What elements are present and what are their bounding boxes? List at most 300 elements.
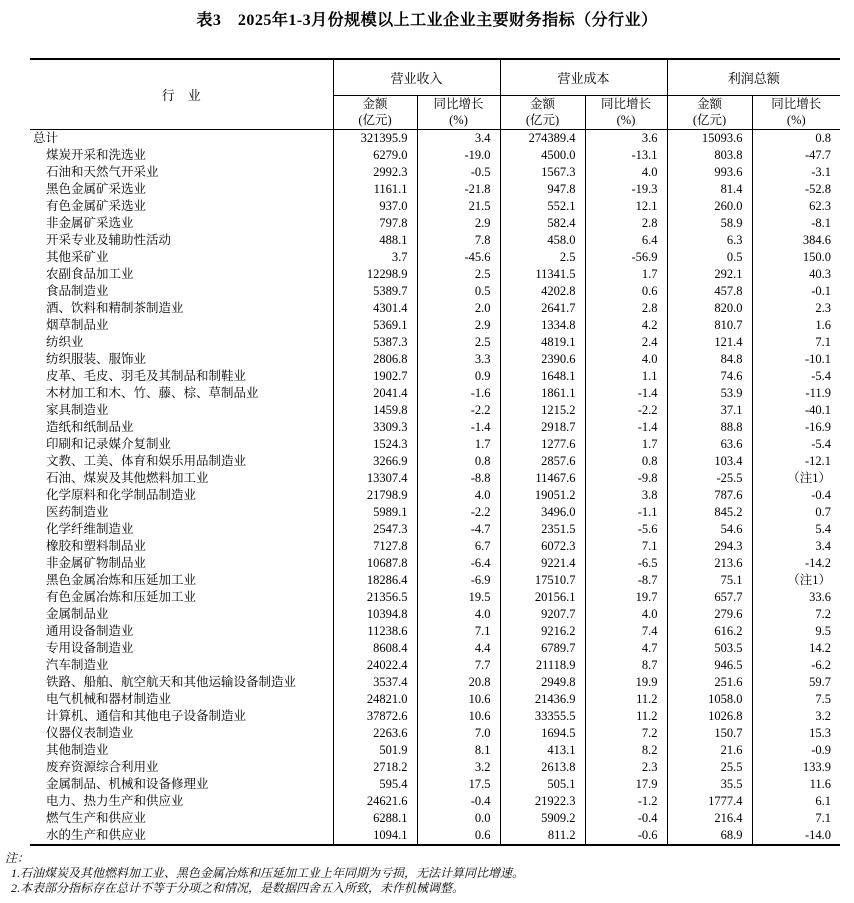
value-cell: -47.7 (752, 147, 840, 164)
value-cell: -0.9 (752, 742, 840, 759)
value-cell: -6.2 (752, 657, 840, 674)
col-header-profit-growth (752, 95, 840, 129)
value-cell: 35.5 (667, 776, 752, 793)
value-cell: -8.7 (585, 572, 667, 589)
table-row (30, 129, 840, 147)
value-cell: 10687.8 (333, 555, 417, 572)
note-item-1: 1.石油煤炭及其他燃料加工业、黑色金属冶炼和压延加工业上年同期为亏损，无法计算同比增速。 (11, 865, 525, 880)
subheader-unit: (亿元) (692, 113, 727, 127)
subheader-label: 金额 (362, 97, 388, 111)
value-cell: 7.4 (585, 623, 667, 640)
value-cell: 10.6 (417, 691, 500, 708)
industry-cell: 黑色金属矿采选业 (46, 181, 147, 196)
value-cell: 5989.1 (333, 504, 417, 521)
industry-cell: 造纸和纸制品业 (46, 419, 134, 434)
value-cell: 2.5 (500, 249, 585, 266)
value-cell: -52.8 (752, 181, 840, 198)
table-row (30, 776, 840, 793)
value-cell: 457.8 (667, 283, 752, 300)
value-cell: 37.1 (667, 402, 752, 419)
value-cell: 37872.6 (333, 708, 417, 725)
value-cell: 7.1 (585, 538, 667, 555)
value-cell: -45.6 (417, 249, 500, 266)
industry-cell: 医药制造业 (46, 504, 109, 519)
subheader-label: 同比增长 (601, 97, 652, 111)
value-cell: 6279.0 (333, 147, 417, 164)
value-cell: 552.1 (500, 198, 585, 215)
value-cell: 2806.8 (333, 351, 417, 368)
value-cell: 0.5 (667, 249, 752, 266)
value-cell: 24022.4 (333, 657, 417, 674)
value-cell: 3266.9 (333, 453, 417, 470)
value-cell: 1.7 (417, 436, 500, 453)
industry-cell: 开采专业及辅助性活动 (46, 232, 172, 247)
value-cell: 150.0 (752, 249, 840, 266)
value-cell: 4.0 (585, 351, 667, 368)
value-cell: 8.1 (417, 742, 500, 759)
value-cell: 413.1 (500, 742, 585, 759)
value-cell: 845.2 (667, 504, 752, 521)
value-cell: 33355.5 (500, 708, 585, 725)
table-header (30, 59, 840, 129)
value-cell: 17510.7 (500, 572, 585, 589)
value-cell: 133.9 (752, 759, 840, 776)
value-cell: 4.0 (585, 164, 667, 181)
col-header-revenue-growth (417, 95, 500, 129)
value-cell: -1.2 (585, 793, 667, 810)
value-cell: 1648.1 (500, 368, 585, 385)
value-cell: 595.4 (333, 776, 417, 793)
value-cell: 0.8 (752, 129, 840, 147)
industry-cell: 金属制品业 (46, 606, 109, 621)
value-cell: 9221.4 (500, 555, 585, 572)
industry-cell: 水的生产和供应业 (46, 827, 147, 842)
col-header-industry: 行 业 (30, 59, 333, 129)
value-cell: 4.0 (417, 487, 500, 504)
value-cell: 4.7 (585, 640, 667, 657)
value-cell: -56.9 (585, 249, 667, 266)
value-cell: 7.1 (752, 810, 840, 827)
value-cell: 2.8 (585, 300, 667, 317)
table-row (30, 504, 840, 521)
value-cell: 321395.9 (333, 129, 417, 147)
value-cell: 0.5 (417, 283, 500, 300)
value-cell: 2.3 (585, 759, 667, 776)
value-cell: 811.2 (500, 827, 585, 845)
industry-cell: 纺织业 (46, 334, 84, 349)
table-row (30, 215, 840, 232)
industry-cell: 橡胶和塑料制品业 (46, 538, 147, 553)
value-cell: -11.9 (752, 385, 840, 402)
value-cell: 2351.5 (500, 521, 585, 538)
value-cell: 279.6 (667, 606, 752, 623)
value-cell: 2.9 (417, 317, 500, 334)
value-cell: 81.4 (667, 181, 752, 198)
table-row (30, 181, 840, 198)
value-cell: 2.4 (585, 334, 667, 351)
value-cell: 2.3 (752, 300, 840, 317)
value-cell: 5.4 (752, 521, 840, 538)
value-cell: 810.7 (667, 317, 752, 334)
value-cell: 12298.9 (333, 266, 417, 283)
industry-cell: 专用设备制造业 (46, 640, 134, 655)
value-cell: 2263.6 (333, 725, 417, 742)
value-cell: 58.9 (667, 215, 752, 232)
industry-cell: 有色金属矿采选业 (46, 198, 147, 213)
value-cell: 1524.3 (333, 436, 417, 453)
value-cell: 4202.8 (500, 283, 585, 300)
value-cell: 21436.9 (500, 691, 585, 708)
col-header-cost-growth (585, 95, 667, 129)
value-cell: 103.4 (667, 453, 752, 470)
industry-cell: 其他采矿业 (46, 249, 109, 264)
value-cell: 3.6 (585, 129, 667, 147)
col-header-revenue-amount (333, 95, 417, 129)
value-cell: 9207.7 (500, 606, 585, 623)
value-cell: 6288.1 (333, 810, 417, 827)
table-row (30, 810, 840, 827)
value-cell: 150.7 (667, 725, 752, 742)
industry-cell: 电气机械和器材制造业 (46, 691, 172, 706)
industry-cell: 金属制品、机械和设备修理业 (46, 776, 209, 791)
value-cell: 63.6 (667, 436, 752, 453)
value-cell: 19.7 (585, 589, 667, 606)
value-cell: -19.0 (417, 147, 500, 164)
value-cell: （注1） (752, 470, 840, 487)
value-cell: 3309.3 (333, 419, 417, 436)
notes-section (5, 851, 854, 896)
industry-cell: 总计 (33, 130, 59, 145)
value-cell: 8608.4 (333, 640, 417, 657)
table-row (30, 759, 840, 776)
industry-cell: 酒、饮料和精制茶制造业 (46, 300, 184, 315)
value-cell: 20156.1 (500, 589, 585, 606)
industry-cell: 木材加工和木、竹、藤、棕、草制品业 (46, 385, 259, 400)
value-cell: -0.1 (752, 283, 840, 300)
table-row (30, 232, 840, 249)
value-cell: 5389.7 (333, 283, 417, 300)
value-cell: 40.3 (752, 266, 840, 283)
value-cell: 0.7 (752, 504, 840, 521)
value-cell: 8.7 (585, 657, 667, 674)
value-cell: 3.7 (333, 249, 417, 266)
value-cell: 274389.4 (500, 129, 585, 147)
industry-cell: 仪器仪表制造业 (46, 725, 134, 740)
value-cell: -0.4 (585, 810, 667, 827)
col-group-operating-cost: 营业成本 (500, 59, 667, 95)
value-cell: 24621.6 (333, 793, 417, 810)
value-cell: -0.5 (417, 164, 500, 181)
table-row (30, 657, 840, 674)
table-row (30, 470, 840, 487)
header-group-row (30, 59, 840, 95)
table-row (30, 555, 840, 572)
value-cell: 10394.8 (333, 606, 417, 623)
value-cell: 7.1 (417, 623, 500, 640)
financial-indicators-table (30, 58, 840, 846)
value-cell: 2.5 (417, 334, 500, 351)
table-row (30, 385, 840, 402)
value-cell: 21922.3 (500, 793, 585, 810)
value-cell: 216.4 (667, 810, 752, 827)
value-cell: 2992.3 (333, 164, 417, 181)
value-cell: 25.5 (667, 759, 752, 776)
table-row (30, 742, 840, 759)
value-cell: 1334.8 (500, 317, 585, 334)
value-cell: -5.4 (752, 436, 840, 453)
value-cell: 4301.4 (333, 300, 417, 317)
value-cell: 1058.0 (667, 691, 752, 708)
value-cell: 11.2 (585, 708, 667, 725)
value-cell: 13307.4 (333, 470, 417, 487)
value-cell: 8.2 (585, 742, 667, 759)
industry-cell: 化学原料和化学制品制造业 (46, 487, 197, 502)
value-cell: 54.6 (667, 521, 752, 538)
value-cell: 657.7 (667, 589, 752, 606)
table-row (30, 572, 840, 589)
value-cell: 1026.8 (667, 708, 752, 725)
value-cell: 20.8 (417, 674, 500, 691)
value-cell: 2.8 (585, 215, 667, 232)
value-cell: -12.1 (752, 453, 840, 470)
value-cell: 3.2 (417, 759, 500, 776)
value-cell: 0.8 (417, 453, 500, 470)
value-cell: 787.6 (667, 487, 752, 504)
value-cell: -9.8 (585, 470, 667, 487)
subheader-unit: (%) (616, 113, 636, 127)
table-row (30, 827, 840, 845)
value-cell: 946.5 (667, 657, 752, 674)
value-cell: 17.5 (417, 776, 500, 793)
col-header-profit-amount (667, 95, 752, 129)
value-cell: 6.4 (585, 232, 667, 249)
value-cell: 251.6 (667, 674, 752, 691)
industry-cell: 铁路、船舶、航空航天和其他运输设备制造业 (46, 674, 297, 689)
value-cell: 3.4 (752, 538, 840, 555)
value-cell: 1777.4 (667, 793, 752, 810)
value-cell: -1.4 (585, 385, 667, 402)
value-cell: 993.6 (667, 164, 752, 181)
value-cell: 1277.6 (500, 436, 585, 453)
value-cell: 3.4 (417, 129, 500, 147)
value-cell: -0.4 (417, 793, 500, 810)
value-cell: -1.4 (417, 419, 500, 436)
value-cell: 4819.1 (500, 334, 585, 351)
industry-cell: 非金属矿采选业 (46, 215, 134, 230)
value-cell: 3.8 (585, 487, 667, 504)
value-cell: 1459.8 (333, 402, 417, 419)
value-cell: 88.8 (667, 419, 752, 436)
value-cell: -2.2 (585, 402, 667, 419)
value-cell: 6789.7 (500, 640, 585, 657)
value-cell: 2.5 (417, 266, 500, 283)
value-cell: -1.6 (417, 385, 500, 402)
value-cell: 2641.7 (500, 300, 585, 317)
value-cell: 68.9 (667, 827, 752, 845)
value-cell: 6.7 (417, 538, 500, 555)
value-cell: 7127.8 (333, 538, 417, 555)
table-row (30, 402, 840, 419)
table-row (30, 606, 840, 623)
value-cell: -2.2 (417, 402, 500, 419)
value-cell: 7.2 (752, 606, 840, 623)
subheader-label: 同比增长 (771, 97, 822, 111)
value-cell: 2718.2 (333, 759, 417, 776)
value-cell: 19.9 (585, 674, 667, 691)
table-row (30, 623, 840, 640)
value-cell: 0.9 (417, 368, 500, 385)
table-row (30, 487, 840, 504)
value-cell: 5909.2 (500, 810, 585, 827)
value-cell: 1.7 (585, 266, 667, 283)
value-cell: 937.0 (333, 198, 417, 215)
industry-cell: 非金属矿物制品业 (46, 555, 147, 570)
value-cell: 260.0 (667, 198, 752, 215)
value-cell: 3496.0 (500, 504, 585, 521)
value-cell: 2949.8 (500, 674, 585, 691)
table-row (30, 164, 840, 181)
value-cell: 59.7 (752, 674, 840, 691)
value-cell: 0.0 (417, 810, 500, 827)
value-cell: 1.1 (585, 368, 667, 385)
subheader-label: 金额 (530, 97, 556, 111)
industry-cell: 电力、热力生产和供应业 (46, 793, 184, 808)
value-cell: 84.8 (667, 351, 752, 368)
table-row (30, 589, 840, 606)
table-row (30, 368, 840, 385)
value-cell: 2041.4 (333, 385, 417, 402)
industry-cell: 纺织服装、服饰业 (46, 351, 147, 366)
value-cell: 33.6 (752, 589, 840, 606)
value-cell: 458.0 (500, 232, 585, 249)
value-cell: 19.5 (417, 589, 500, 606)
value-cell: 4.2 (585, 317, 667, 334)
value-cell: 17.9 (585, 776, 667, 793)
value-cell: 2547.3 (333, 521, 417, 538)
value-cell: 6072.3 (500, 538, 585, 555)
value-cell: 7.8 (417, 232, 500, 249)
value-cell: 1094.1 (333, 827, 417, 845)
value-cell: 6.1 (752, 793, 840, 810)
value-cell: -2.2 (417, 504, 500, 521)
value-cell: 5387.3 (333, 334, 417, 351)
industry-cell: 石油和天然气开采业 (46, 164, 159, 179)
industry-cell: 印刷和记录媒介复制业 (46, 436, 172, 451)
value-cell: 18286.4 (333, 572, 417, 589)
value-cell: 3537.4 (333, 674, 417, 691)
value-cell: -6.5 (585, 555, 667, 572)
value-cell: 384.6 (752, 232, 840, 249)
table-row (30, 283, 840, 300)
value-cell: 213.6 (667, 555, 752, 572)
value-cell: 11341.5 (500, 266, 585, 283)
subheader-label: 金额 (697, 97, 723, 111)
subheader-label: 同比增长 (433, 97, 484, 111)
subheader-unit: (%) (786, 113, 806, 127)
value-cell: -5.6 (585, 521, 667, 538)
industry-cell: 黑色金属冶炼和压延加工业 (46, 572, 197, 587)
table-row (30, 436, 840, 453)
value-cell: 11238.6 (333, 623, 417, 640)
table-row (30, 419, 840, 436)
value-cell: 1694.5 (500, 725, 585, 742)
industry-cell: 农副食品加工业 (46, 266, 134, 281)
value-cell: -8.1 (752, 215, 840, 232)
table-row (30, 147, 840, 164)
value-cell: 7.7 (417, 657, 500, 674)
value-cell: 947.8 (500, 181, 585, 198)
value-cell: 0.6 (585, 283, 667, 300)
value-cell: 11467.6 (500, 470, 585, 487)
value-cell: 797.8 (333, 215, 417, 232)
value-cell: -8.8 (417, 470, 500, 487)
table-row (30, 317, 840, 334)
value-cell: 4500.0 (500, 147, 585, 164)
table-row (30, 300, 840, 317)
value-cell: 75.1 (667, 572, 752, 589)
value-cell: 4.4 (417, 640, 500, 657)
table-row (30, 725, 840, 742)
value-cell: 15.3 (752, 725, 840, 742)
value-cell: 7.5 (752, 691, 840, 708)
table-body (30, 129, 840, 845)
value-cell: 1.7 (585, 436, 667, 453)
value-cell: 53.9 (667, 385, 752, 402)
table-row (30, 538, 840, 555)
value-cell: 24821.0 (333, 691, 417, 708)
value-cell: -14.0 (752, 827, 840, 845)
value-cell: -6.9 (417, 572, 500, 589)
industry-cell: 皮革、毛皮、羽毛及其制品和制鞋业 (46, 368, 247, 383)
table-row (30, 674, 840, 691)
industry-cell: 食品制造业 (46, 283, 109, 298)
industry-cell: 煤炭开采和洗选业 (46, 147, 147, 162)
value-cell: 1567.3 (500, 164, 585, 181)
note-item-2: 2.本表部分指标存在总计不等于分项之和情况，是数据四舍五入所致，未作机械调整。 (11, 880, 465, 895)
value-cell: -40.1 (752, 402, 840, 419)
subheader-unit: (%) (449, 113, 468, 127)
value-cell: 10.6 (417, 708, 500, 725)
value-cell: 4.0 (585, 606, 667, 623)
value-cell: 1.6 (752, 317, 840, 334)
subheader-unit: (亿元) (358, 113, 392, 127)
value-cell: 9216.2 (500, 623, 585, 640)
value-cell: 7.2 (585, 725, 667, 742)
value-cell: -0.6 (585, 827, 667, 845)
value-cell: -16.9 (752, 419, 840, 436)
industry-cell: 化学纤维制造业 (46, 521, 134, 536)
value-cell: 62.3 (752, 198, 840, 215)
table-row (30, 640, 840, 657)
value-cell: 803.8 (667, 147, 752, 164)
value-cell: 21.5 (417, 198, 500, 215)
value-cell: 820.0 (667, 300, 752, 317)
value-cell: 501.9 (333, 742, 417, 759)
industry-cell: 废弃资源综合利用业 (46, 759, 159, 774)
value-cell: 3.2 (752, 708, 840, 725)
value-cell: -25.5 (667, 470, 752, 487)
value-cell: （注1） (752, 572, 840, 589)
industry-cell: 石油、煤炭及其他燃料加工业 (46, 470, 209, 485)
value-cell: 14.2 (752, 640, 840, 657)
value-cell: 1215.2 (500, 402, 585, 419)
table-row (30, 708, 840, 725)
page-title: 表3 2025年1-3月份规模以上工业企业主要财务指标（分行业） (196, 12, 658, 29)
value-cell: 0.8 (585, 453, 667, 470)
value-cell: 74.6 (667, 368, 752, 385)
value-cell: 582.4 (500, 215, 585, 232)
industry-cell: 汽车制造业 (46, 657, 109, 672)
